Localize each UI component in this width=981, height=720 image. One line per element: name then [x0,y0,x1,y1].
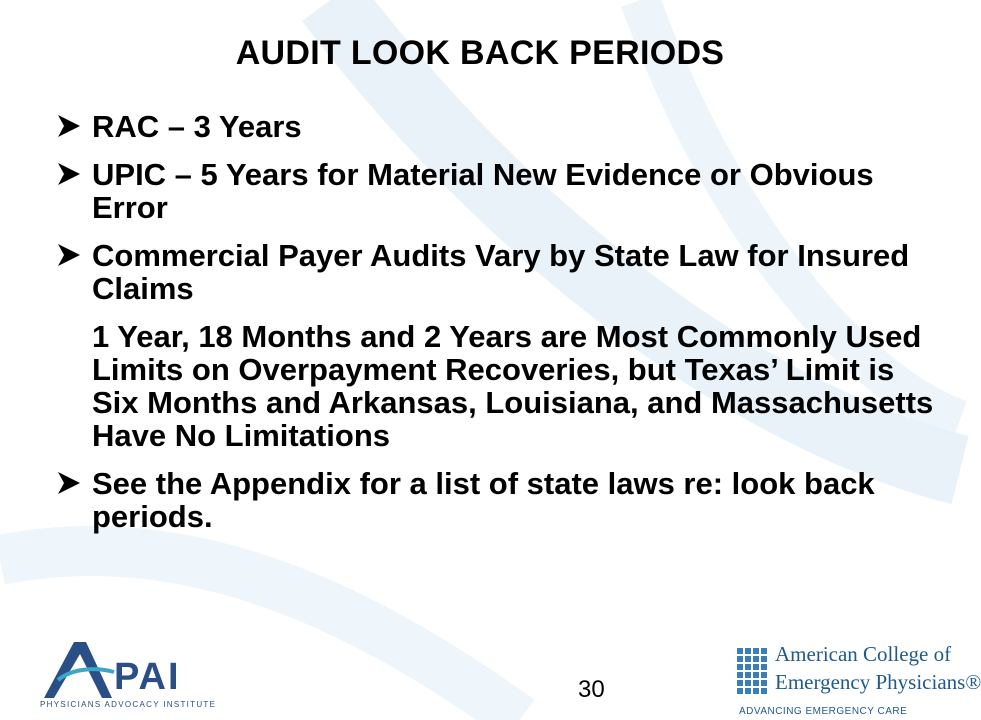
apai-logo-text: PAI [114,656,181,698]
bullet-text: See the Appendix for a list of state laws re: look back periods. [92,466,875,534]
slide-title: AUDIT LOOK BACK PERIODS [235,34,725,72]
arrowhead-bullet-icon [56,470,82,496]
page-number: 30 [578,676,605,703]
arrowhead-bullet-icon [56,161,82,187]
bullet-item [56,467,936,533]
sub-paragraph: 1 Year, 18 Months and 2 Years are Most Commonly Used Limits on Overpayment Recoveries, but Texas’ Limit is Six Months and Arkansas, Louisiana, and Massachusetts Have No Limitations [92,319,934,453]
apai-logo-tagline: PHYSICIANS ADVOCACY INSTITUTE [40,700,217,709]
bullet-item [56,158,936,224]
arrowhead-bullet-icon [56,113,82,139]
apai-a-mark-icon [40,636,116,702]
apai-logo [40,634,250,714]
sub-paragraph-item [56,320,936,452]
acep-emblem-icon [735,646,769,700]
acep-logo [735,642,981,720]
bullet-text: UPIC – 5 Years for Material New Evidence or Obvious Error [92,157,874,225]
bullet-list [56,110,936,548]
bullet-text: RAC – 3 Years [92,109,302,144]
bullet-item [56,239,936,305]
acep-logo-line2: Emergency Physicians® [775,670,981,694]
acep-logo-tagline: ADVANCING EMERGENCY CARE [739,706,908,717]
bullet-item [56,110,936,143]
bullet-text: Commercial Payer Audits Vary by State Law for Insured Claims [92,238,910,306]
acep-logo-line1: American College of [775,642,952,666]
arrowhead-bullet-icon [56,242,82,268]
